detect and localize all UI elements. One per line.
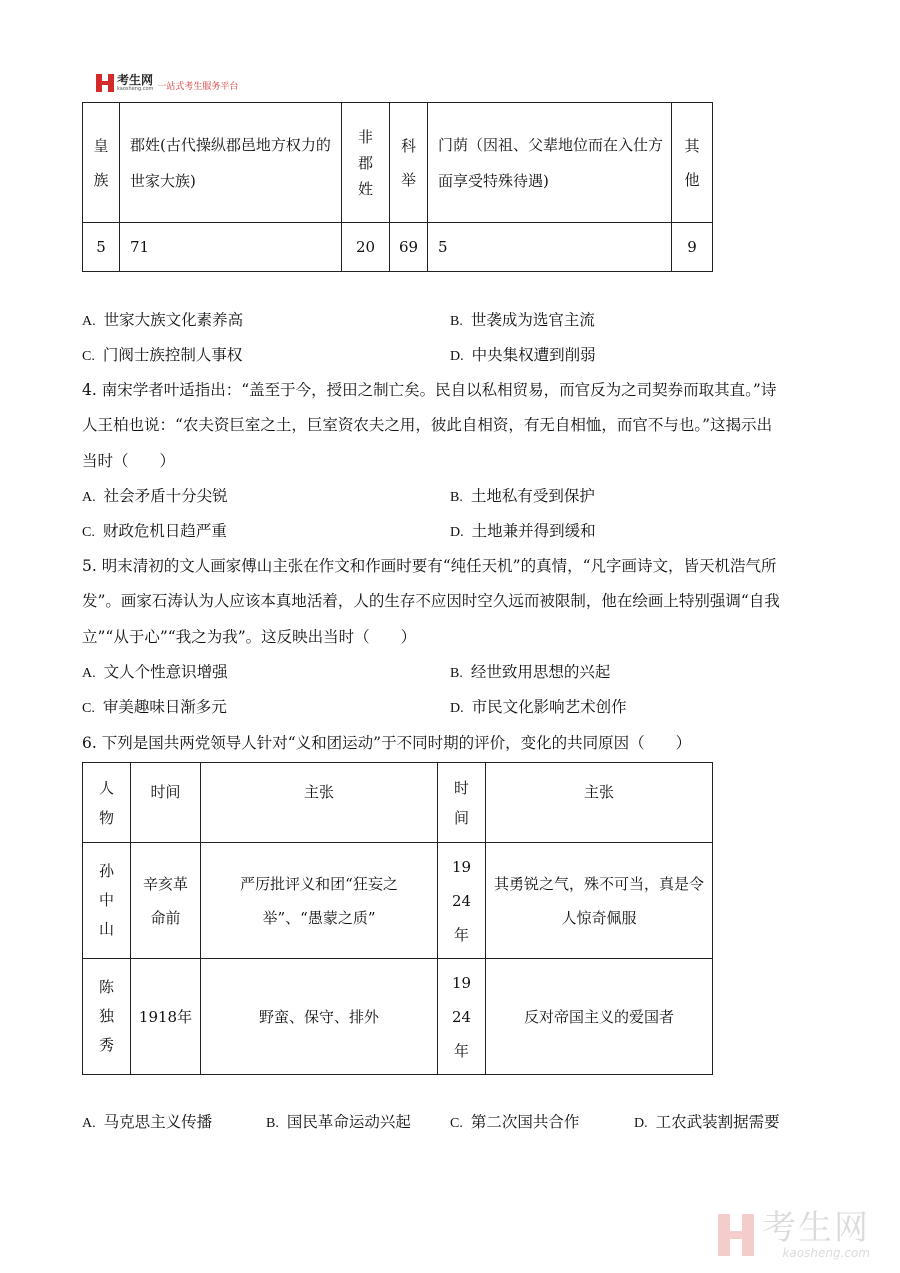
table-header-row [83, 103, 713, 223]
table-row [83, 959, 713, 1075]
q5-stem-line: 5. 明末清初的文人画家傅山主张在作文和作画时要有“纯任天机”的真情，“凡字画诗文，皆天机浩气所 [82, 557, 777, 575]
table-cell: 1924年 [438, 959, 486, 1075]
q5-option-a: A. 文人个性意识增强 [82, 663, 228, 681]
table-header-cell: 主张 [486, 763, 713, 843]
q4-option-d: D. 土地兼并得到缓和 [450, 522, 596, 540]
logo-text [117, 74, 153, 92]
watermark-name: 考生网 [762, 1208, 870, 1248]
boxer-evaluation-table [82, 762, 713, 1075]
watermark-domain: kaosheng.com [782, 1246, 870, 1260]
q6-stem-line: 6. 下列是国共两党领导人针对“义和团运动”于不同时期的评价，变化的共同原因（ ） [82, 734, 692, 752]
q3-option-a: A. 世家大族文化素养高 [82, 311, 244, 329]
table-row [83, 843, 713, 959]
table-header-cell: 时间 [438, 763, 486, 843]
table-header-cell: 非郡姓 [342, 103, 390, 223]
table-header-cell: 时间 [131, 763, 201, 843]
q4-stem-line: 4. 南宋学者叶适指出：“盖至于今，授田之制亡矣。民自以私相贸易，而官反为之司契券而取其直。”诗 [82, 381, 777, 399]
q5-stem-line: 立”“从于心”“我之为我”。这反映出当时（ ） [82, 628, 417, 646]
watermark [718, 1210, 870, 1260]
q3-option-c: C. 门阀士族控制人事权 [82, 346, 243, 364]
logo-domain: kaosheng.com [117, 85, 154, 92]
officials-origin-table [82, 102, 713, 272]
table-cell: 辛亥革命前 [131, 843, 201, 959]
table-cell: 陈独秀 [83, 959, 131, 1075]
table-header-cell: 皇族 [83, 103, 120, 223]
logo-mark-icon [96, 74, 114, 92]
table-cell: 野蛮、保守、排外 [201, 959, 438, 1075]
table-header-cell: 其他 [672, 103, 713, 223]
table-cell: 5 [83, 223, 120, 272]
site-logo [96, 73, 238, 92]
q4-option-a: A. 社会矛盾十分尖锐 [82, 487, 228, 505]
table-cell: 9 [672, 223, 713, 272]
q3-option-b: B. 世袭成为选官主流 [450, 311, 595, 329]
logo-slogan: 一站式考生服务平台 [157, 82, 239, 92]
q6-option-a: A. 马克思主义传播 [82, 1113, 213, 1131]
q6-option-b: B. 国民革命运动兴起 [266, 1113, 411, 1131]
table-header-cell: 主张 [201, 763, 438, 843]
q5-stem-line: 发”。画家石涛认为人应该本真地活着，人的生存不应因时空久远而被限制，他在绘画上特别强调“自我 [82, 592, 780, 610]
table-cell: 严厉批评义和团“狂妄之举”、“愚蒙之质” [201, 843, 438, 959]
table-header-cell: 人物 [83, 763, 131, 843]
watermark-mark-icon [718, 1214, 754, 1256]
q4-stem-line: 当时（ ） [82, 452, 176, 470]
q5-option-b: B. 经世致用思想的兴起 [450, 663, 611, 681]
table-cell: 反对帝国主义的爱国者 [486, 959, 713, 1075]
table-cell: 其勇锐之气，殊不可当，真是令人惊奇佩服 [486, 843, 713, 959]
table-header-cell: 科举 [390, 103, 428, 223]
q5-option-c: C. 审美趣味日渐多元 [82, 698, 227, 716]
table-header-row [83, 763, 713, 843]
q4-option-b: B. 土地私有受到保护 [450, 487, 595, 505]
table-cell: 20 [342, 223, 390, 272]
table-header-cell: 门荫（因祖、父辈地位而在入仕方面享受特殊待遇) [428, 103, 672, 223]
table-cell: 69 [390, 223, 428, 272]
q4-stem-line: 人王柏也说：“农夫资巨室之土，巨室资农夫之用，彼此自相资，有无自相恤，而官不与也。”这揭示出 [82, 416, 773, 434]
table-cell: 1924年 [438, 843, 486, 959]
table-cell: 5 [428, 223, 672, 272]
logo-name: 考生网 [117, 72, 154, 87]
table-row [83, 223, 713, 272]
table-cell: 71 [120, 223, 342, 272]
q4-option-c: C. 财政危机日趋严重 [82, 522, 227, 540]
q3-option-d: D. 中央集权遭到削弱 [450, 346, 596, 364]
table-header-cell: 郡姓(古代操纵郡邑地方权力的世家大族) [120, 103, 342, 223]
q5-option-d: D. 市民文化影响艺术创作 [450, 698, 627, 716]
table-cell: 孙中山 [83, 843, 131, 959]
q6-option-d: D. 工农武装割据需要 [634, 1113, 780, 1131]
table-cell: 1918年 [131, 959, 201, 1075]
q6-option-c: C. 第二次国共合作 [450, 1113, 580, 1131]
watermark-text [762, 1210, 870, 1260]
